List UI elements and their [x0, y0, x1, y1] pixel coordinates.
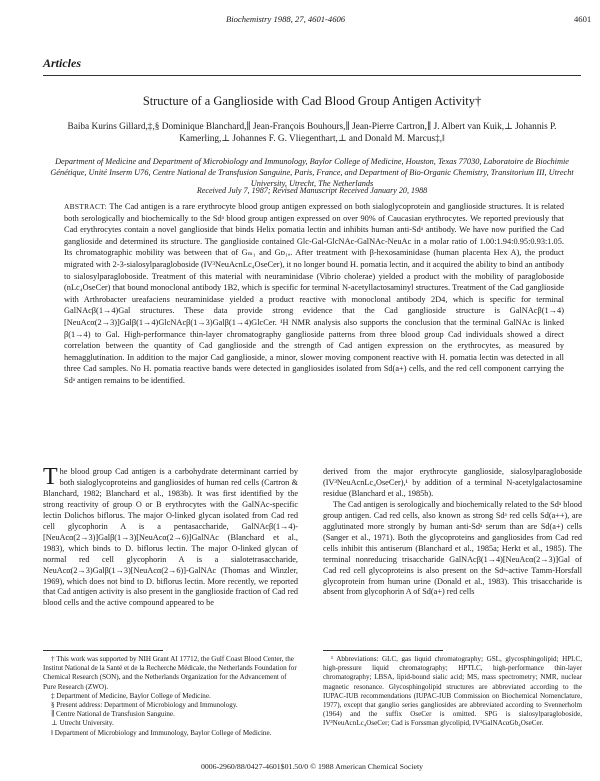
section-rule [43, 75, 581, 76]
received-dates: Received July 7, 1987; Revised Manuscript Received January 20, 1988 [196, 186, 428, 195]
abstract-label: ABSTRACT: [64, 202, 107, 211]
section-heading: Articles [43, 56, 81, 70]
author-list: Baiba Kurins Gillard,‡,§ Dominique Blanchard,∥ Jean-François Bouhours,∥ Jean-Pierre Cartron,∥ J. Albert van Kuik,⊥ Johannis P. Kamerling,⊥ Johannes F. G. Vliegenthart,⊥ and Donald M. Marcus‡,‖ [67, 122, 557, 144]
body-right-paragraph-1: derived from the major erythrocyte ganglioside, sialosylparagloboside (IV³NeuAcnLc₄OseCer),¹ by addition of a terminal N-acetylgalactosamine residue (Blanchard et al., 1985b). [323, 467, 582, 498]
footnote-abbreviations: ¹ Abbreviations: GLC, gas liquid chromatography; GSL, glycosphingolipid; HPLC, high-pressure liquid chromatography; HPTLC, high-performance thin-layer chromatography; LBSA, lipid-bound sialic acid; MS, mass spectrometry; NMR, nuclear magnetic resonance. Glycosphingolipid structures are abbreviated according to the IUPAC-IUB recommendations (IUPAC-IUB Commission on Biochemical Nomenclature, 1977), except that ganglio series gangliosides are abbreviated according to Svennerholm (1964) and the suffix OseCer is omitted. SPG is sialosylparagloboside, IV³NeuAcnLc₄OseCer; Cad is Forssman glycolipid, IV³GalNAcαGb₄OseCer. [323, 655, 582, 728]
footnote: ∥ Centre National de Transfusion Sanguine. [51, 710, 175, 719]
footnote: ‡ Department of Medicine, Baylor College of Medicine. [51, 691, 211, 700]
article-title: Structure of a Ganglioside with Cad Blood Group Antigen Activity† [142, 94, 482, 108]
body-column-left [43, 464, 298, 609]
page-number: 4601 [574, 14, 592, 24]
running-header: Biochemistry 1988, 27, 4601-4606 [226, 14, 346, 24]
footnote: † This work was supported by NIH Grant AI 17712, the Gulf Coast Blood Center, the Institut National de la Santé et de la Recherche Médicale, the Netherlands Foundation for Chemical Research (SON), and the Netherlands Organization for the Advancement of Pure Research (ZWO). [43, 655, 297, 691]
footnote: § Present address: Department of Microbiology and Immunology. [51, 701, 238, 710]
footnote: ⊥ Utrecht University. [51, 719, 114, 728]
footnote-rule-left [43, 650, 163, 651]
footnotes-right [323, 655, 582, 729]
page-footer: 0006-2960/88/0427-4601$01.50/0 © 1988 American Chemical Society [200, 762, 424, 771]
abstract [64, 201, 564, 387]
drop-cap: T [43, 464, 58, 490]
footnotes-left [43, 655, 298, 738]
body-column-right [323, 467, 582, 598]
footnote: ‖ Department of Microbiology and Immunology, Baylor College of Medicine. [51, 728, 272, 737]
footnote-rule-right [323, 650, 443, 651]
affiliations: Department of Medicine and Department of Microbiology and Immunology, Baylor College of Medicine, Houston, Texas 77030, Laboratoire de Biochimie Génétique, Unité Inserm U76, Centre National de Transfusion Sanguine, Paris, France, and Department of Bio-Organic Chemistry, Transitorium III, Utrecht University, Utrecht, The Netherlands [50, 157, 574, 188]
body-right-paragraph-2: The Cad antigen is serologically and biochemically related to the Sdᵃ blood group antigen. Cad red cells, also known as strong Sdᵃ red cells Sd(a++), are agglutinated more strongly by human anti-Sdᵃ serum than are Sd(a+) cells (Sanger et al., 1971). Both the glycoproteins and gangliosides from Cad red cells inhibit this antiserum (Blanchard et al., 1985a; Herkt et al., 1985). The terminal nonreducing trisaccharide GalNAcβ(1→4)[NeuAcα(2→3)]Gal of Cad red cell glycoproteins is also present on the Sdᵃ-active Tamm-Horsfall glycoprotein from human urine (Donald et al., 1983). This trisaccharide is absent from glycophorin A of Sd(a+) red cells [323, 499, 582, 597]
body-left-text: he blood group Cad antigen is a carbohydrate determinant carried by both sialoglycoproteins and gangliosides of human red cells (Cartron & Blanchard, 1982; Blanchard et al., 1983b). It was first identified by the strong reactivity of group O or B erythrocytes with the GalNAc-specific lectin Dolichos biflorus. The major O-linked glycan isolated from Cad red cell glycophorin A is a pentasaccharide, GalNAcβ(1→4)-[NeuAcα(2→3)]Galβ(1→3)[NeuAcα(2→6)]GalNAc (Blanchard et al., 1983), which binds to D. biflorus lectin. The major O-linked glycan of normal red cell glycophorin A is a sialotetrasaccharide, NeuAcα(2→3)Galβ(1→3)[NeuAcα(2→6)]-GalNAc (Thomas and Winzler, 1969), which does not bind to D. biflorus lectin. More recently, we reported that Cad antigen activity is also present in the ganglioside fraction of Cad red blood cells and the active compound appeared to be [43, 467, 298, 608]
abstract-text: The Cad antigen is a rare erythrocyte blood group antigen expressed on both sialoglycoprotein and ganglioside structures. It is related both serologically and biochemically to the Sdᵃ blood group antigen expressed on over 90% of Caucasian erythrocytes. We reported previously that Cad erythrocytes contain a novel ganglioside that binds Helix pomatia lectin and inhibits human anti-Sdᵃ antibody. We have now purified the Cad ganglioside and determined its structure. The ganglioside contained Glc-Gal-GlcNAc-GalNAc-NeuAc in a molar ratio of 1.00:1.94:0.95:0.93:1.05. Its chromatographic mobility was between that of Gₘ₁ and Gᴅ₁ₐ. After treatment with β-hexosaminidase (human placenta Hex A), the product migrated with 2-3-sialosylparagloboside (IV³NeuAcnLc₄OseCer), it no longer bound H. pomatia lectin, and it acquired the ability to bind an antibody to sialosylparagloboside. Treatment of this material with neuraminidase (Vibrio cholerae) yielded a product with the mobility of paragloboside (nLc₄OseCer) that bound monoclonal antibody 1B2, which is specific for terminal N-acetyllactosaminyl structures. Treatment of the Cad ganglioside with Arthrobacter ureafaciens neuraminidase yielded a product reactive with monoclonal antibody 2D4, which is specific for terminal GalNAcβ(1→4)Gal structures. These data provide strong evidence that the Cad ganglioside structure is GalNAcβ(1→4)[NeuAcα(2→3)]Galβ(1→4)GlcNAcβ(1→3)Galβ(1→4)GlcCer. ¹H NMR analysis also supports the conclusion that the terminal GalNAc is linked β(1→4) to Gal. High-performance thin-layer chromatography ganglioside patterns from three blood group Cad individuals showed a direct correlation between the quantity of Cad ganglioside and the strength of Cad antigen expression on the erythrocytes, as measured by hemagglutination. In addition to the major Cad ganglioside, a minor, slower moving component reactive with H. pomatia lectin was detected in all three Cad samples. No H. pomatia reactive bands were detected in gangliosides isolated from Sd(a+) cells, and the red cell component carrying the Sdᵃ antigen remains to be identified. [64, 202, 564, 385]
